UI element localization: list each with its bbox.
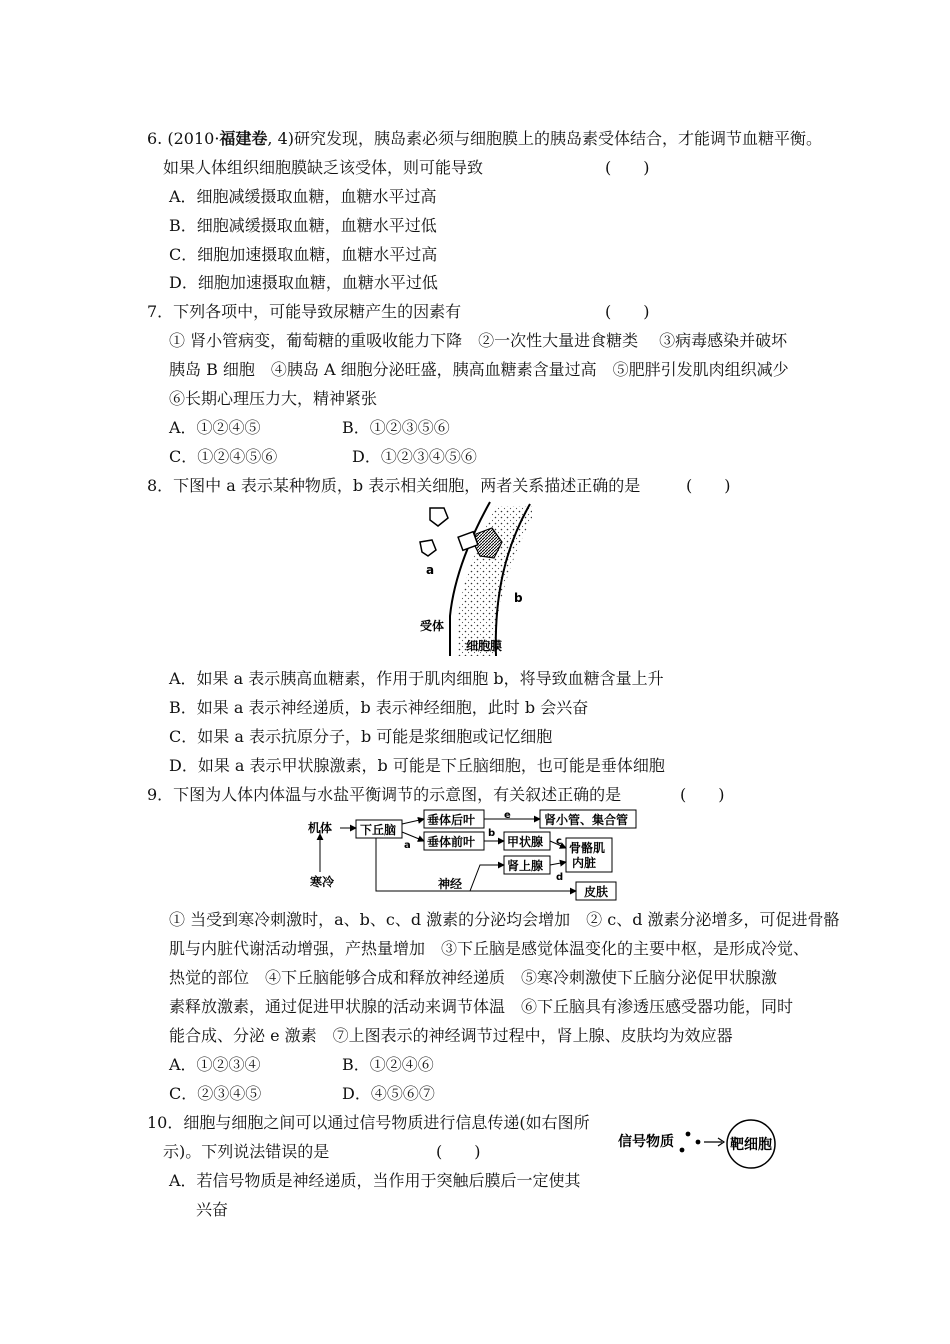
label-a: a xyxy=(426,563,435,577)
q9-option-a: A．①②③④ xyxy=(169,1055,261,1074)
label-skin: 皮肤 xyxy=(584,885,609,899)
q10-answer-paren: ( ) xyxy=(436,1142,481,1161)
q7-option-a: A．①②④⑤ xyxy=(169,418,261,437)
label-b: b xyxy=(488,828,496,839)
arrow-hypo-posterior xyxy=(402,819,424,824)
q7-option-c: C．①②④⑤⑥ xyxy=(169,447,278,466)
label-target: 靶细胞 xyxy=(730,1137,772,1153)
signal-dot-3 xyxy=(680,1148,685,1153)
q7-stem: 7．下列各项中，可能导致尿糖产生的因素有 xyxy=(147,302,462,321)
q8-receptor-figure xyxy=(410,498,550,664)
q9-option-b: B．①②④⑥ xyxy=(342,1055,434,1074)
q9-item-line5: 能合成、分泌 e 激素 ⑦上图表示的神经调节过程中，肾上腺、皮肤均为效应器 xyxy=(169,1026,733,1045)
signal-dot-1 xyxy=(686,1132,691,1137)
label-body: 机体 xyxy=(308,821,333,835)
label-membrane: 细胞膜 xyxy=(466,639,503,653)
q7-item-line3: ⑥长期心理压力大，精神紧张 xyxy=(169,389,378,408)
q8-option-d: D．如果 a 表示甲状腺激素，b 可能是下丘脑细胞，也可能是垂体细胞 xyxy=(169,756,665,775)
label-a: a xyxy=(404,840,411,851)
label-hypothalamus: 下丘脑 xyxy=(360,823,397,837)
label-adrenal: 肾上腺 xyxy=(507,859,544,873)
q7-item-line1: ① 肾小管病变，葡萄糖的重吸收能力下降 ②一次性大量进食糖类 ③病毒感染并破坏 xyxy=(169,331,788,350)
q7-item-line2: 胰岛 B 细胞 ④胰岛 A 细胞分泌旺盛，胰高血糖素含量过高 ⑤肥胖引发肌肉组织减少 xyxy=(169,360,789,379)
q6-source: 福建卷 xyxy=(219,129,268,148)
q8-answer-paren: ( ) xyxy=(686,476,731,495)
label-viscera: 内脏 xyxy=(572,856,597,870)
label-posterior-pituitary: 垂体后叶 xyxy=(427,813,476,827)
arrow-adrenal-muscle xyxy=(550,862,566,865)
q8-option-c: C．如果 a 表示抗原分子，b 可能是浆细胞或记忆细胞 xyxy=(169,727,553,746)
q6-stem-line2: 如果人体组织细胞膜缺乏该受体，则可能导致 xyxy=(163,158,484,177)
q9-item-line4: 素释放激素，通过促进甲状腺的活动来调节体温 ⑥下丘脑具有渗透压感受器功能，同时 xyxy=(169,997,794,1016)
signal-dot-2 xyxy=(696,1140,701,1145)
q9-option-c: C．②③④⑤ xyxy=(169,1084,262,1103)
q9-answer-paren: ( ) xyxy=(680,785,725,804)
q7-option-b: B．①②③⑤⑥ xyxy=(342,418,450,437)
q6-option-c: C．细胞加速摄取血糖，血糖水平过高 xyxy=(169,245,438,264)
q6-option-a: A．细胞减缓摄取血糖，血糖水平过高 xyxy=(169,187,437,206)
label-anterior-pituitary: 垂体前叶 xyxy=(427,835,476,849)
label-c: c xyxy=(556,836,562,847)
q9-item-line1: ① 当受到寒冷刺激时，a、b、c、d 激素的分泌均会增加 ② c、d 激素分泌增多，可促进骨骼 xyxy=(169,910,840,929)
label-receptor: 受体 xyxy=(420,619,445,633)
label-muscle: 骨骼肌 xyxy=(569,841,606,855)
label-b: b xyxy=(514,591,523,605)
q7-option-d: D．①②③④⑤⑥ xyxy=(352,447,477,466)
label-e: e xyxy=(504,810,511,821)
signal-molecule-free-1 xyxy=(430,508,448,526)
q6-answer-paren: ( ) xyxy=(605,158,650,177)
q8-stem: 8．下图中 a 表示某种物质，b 表示相关细胞，两者关系描述正确的是 xyxy=(147,476,641,495)
label-nerve: 神经 xyxy=(438,877,463,891)
q10-signal-figure xyxy=(614,1118,794,1170)
q6-option-d: D．细胞加速摄取血糖，血糖水平过低 xyxy=(169,273,438,292)
q8-option-a: A．如果 a 表示胰高血糖素，作用于肌肉细胞 b，将导致血糖含量上升 xyxy=(169,669,664,688)
q9-item-line2: 肌与内脏代谢活动增强，产热量增加 ③下丘脑是感觉体温变化的主要中枢，是形成冷觉、 xyxy=(169,939,810,958)
signal-molecule-bound xyxy=(458,532,478,551)
q10-option-a-line2: 兴奋 xyxy=(196,1200,229,1219)
arrow-nerve-adrenal xyxy=(470,865,504,891)
signal-molecule-free-2 xyxy=(420,540,436,556)
q9-regulation-diagram xyxy=(300,806,660,906)
label-kidney: 肾小管、集合管 xyxy=(544,813,629,827)
q10-stem-line2: 示)。下列说法错误的是 xyxy=(163,1142,330,1161)
q6-option-b: B．细胞减缓摄取血糖，血糖水平过低 xyxy=(169,216,437,235)
label-thyroid: 甲状腺 xyxy=(507,835,544,849)
q8-option-b: B．如果 a 表示神经递质，b 表示神经细胞，此时 b 会兴奋 xyxy=(169,698,589,717)
q9-option-d: D．④⑤⑥⑦ xyxy=(342,1084,435,1103)
q6-stem-line1: 6. (2010·福建卷, 4)研究发现，胰岛素必须与细胞膜上的胰岛素受体结合，才能调节血糖平衡。 xyxy=(147,129,823,148)
q9-item-line3: 热觉的部位 ④下丘脑能够合成和释放神经递质 ⑤寒冷刺激使下丘脑分泌促甲状腺激 xyxy=(169,968,778,987)
q7-answer-paren: ( ) xyxy=(605,302,650,321)
label-d: d xyxy=(556,872,564,883)
label-signal: 信号物质 xyxy=(618,1134,674,1150)
label-cold: 寒冷 xyxy=(310,875,335,889)
q10-stem-line1: 10．细胞与细胞之间可以通过信号物质进行信息传递(如右图所 xyxy=(147,1113,590,1132)
q9-stem: 9．下图为人体内体温与水盐平衡调节的示意图，有关叙述正确的是 xyxy=(147,785,622,804)
q10-option-a-line1: A．若信号物质是神经递质，当作用于突触后膜后一定使其 xyxy=(169,1171,581,1190)
